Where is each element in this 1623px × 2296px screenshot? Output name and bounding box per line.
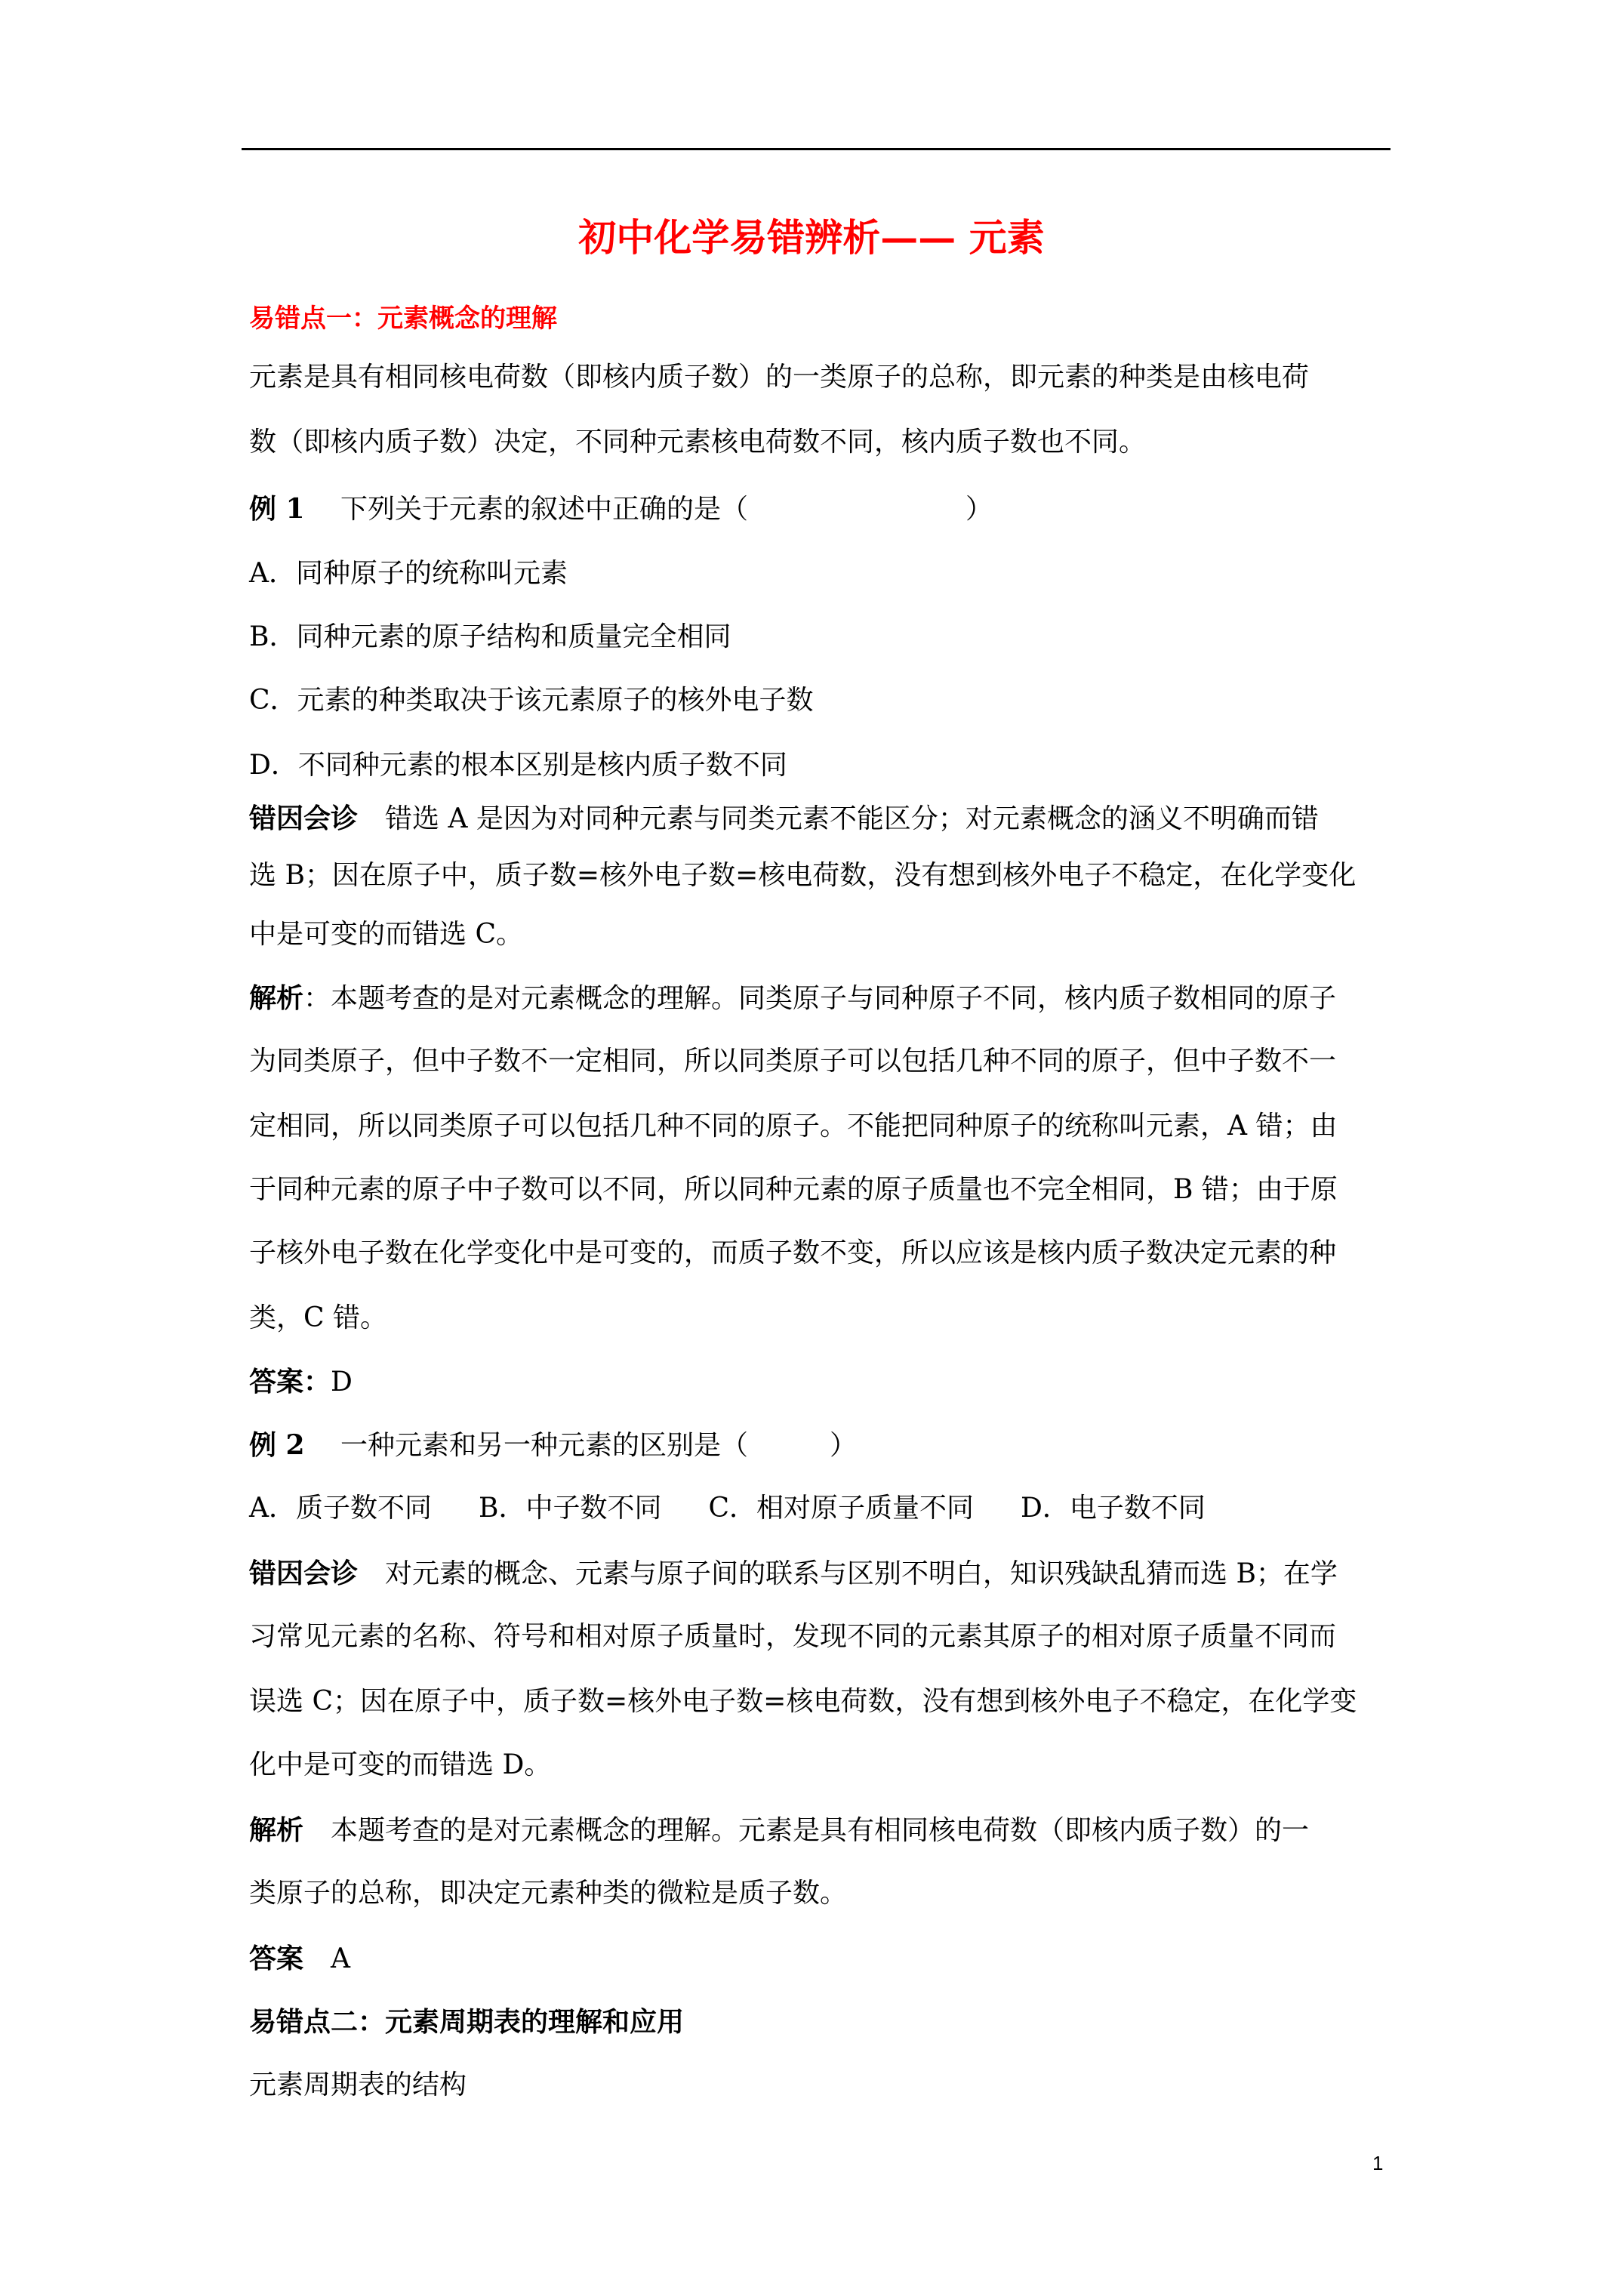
example2-options [249, 1489, 1206, 1528]
section1-heading: 易错点一：元素概念的理解 [249, 304, 557, 334]
example2-diagnosis-line: 误选 C；因在原子中，质子数=核外电子数=核电荷数，没有想到核外电子不稳定，在化学变 [249, 1686, 1357, 1717]
example1-option: A．同种原子的统称叫元素 [249, 558, 568, 589]
diagnosis-label: 错因会诊 [249, 803, 359, 834]
example1-option: C．元素的种类取决于该元素原子的核外电子数 [249, 685, 814, 716]
example1-label: 例 1 [249, 493, 305, 525]
example2-option: A．质子数不同 [249, 1493, 432, 1524]
diagnosis-label: 错因会诊 [249, 1558, 359, 1589]
example2-question-text: 一种元素和另一种元素的区别是（ ） [340, 1430, 858, 1461]
answer-value: A [331, 1943, 351, 1974]
example2-question [249, 1425, 857, 1465]
section1-intro-line: 元素是具有相同核电荷数（即核内质子数）的一类原子的总称，即元素的种类是由核电荷 [249, 362, 1310, 393]
analysis-label: 解析 [249, 982, 304, 1014]
example1-diagnosis-line: 中是可变的而错选 C。 [249, 919, 523, 950]
diagnosis-text: 错选 A 是因为对同种元素与同类元素不能区分；对元素概念的涵义不明确而错 [385, 803, 1319, 834]
example2-diagnosis-line: 习常见元素的名称、符号和相对原子质量时，发现不同的元素其原子的相对原子质量不同而 [249, 1621, 1337, 1652]
example1-option: B．同种元素的原子结构和质量完全相同 [249, 621, 731, 652]
example1-analysis-line: 子核外电子数在化学变化中是可变的，而质子数不变，所以应该是核内质子数决定元素的种 [249, 1237, 1337, 1268]
analysis-text: 本题考查的是对元素概念的理解。元素是具有相同核电荷数（即核内质子数）的一 [331, 1815, 1310, 1846]
example2-option: C．相对原子质量不同 [708, 1493, 975, 1524]
page-title: 初中化学易错辨析—— 元素 [578, 215, 1045, 260]
analysis-text: ：本题考查的是对元素概念的理解。同类原子与同种原子不同，核内质子数相同的原子 [303, 983, 1337, 1014]
example1-option: D．不同种元素的根本区别是核内质子数不同 [249, 750, 787, 781]
example1-analysis-line: 定相同，所以同类原子可以包括几种不同的原子。不能把同种原子的统称叫元素，A 错；由 [249, 1111, 1338, 1142]
example1-answer [249, 1362, 353, 1402]
section2-heading: 易错点二：元素周期表的理解和应用 [249, 2006, 685, 2038]
example2-diagnosis-line: 化中是可变的而错选 D。 [249, 1749, 552, 1780]
diagnosis-text: 对元素的概念、元素与原子间的联系与区别不明白，知识残缺乱猜而选 B；在学 [385, 1558, 1338, 1589]
example2-label: 例 2 [249, 1429, 305, 1461]
answer-label: 答案 [249, 1943, 304, 1974]
example1-analysis [249, 978, 1336, 1019]
page-number: 1 [1372, 2152, 1384, 2174]
section2-subheading: 元素周期表的结构 [249, 2069, 467, 2100]
answer-value: D [331, 1367, 353, 1398]
header-rule [242, 148, 1390, 150]
example1-question [249, 489, 993, 529]
example1-analysis-line: 于同种元素的原子中子数可以不同，所以同种元素的原子质量也不完全相同，B 错；由于原 [249, 1174, 1338, 1205]
example1-question-text: 下列关于元素的叙述中正确的是（ ） [340, 494, 993, 525]
section1-intro-line: 数（即核内质子数）决定，不同种元素核电荷数不同，核内质子数也不同。 [249, 427, 1147, 458]
example2-analysis-line: 类原子的总称，即决定元素种类的微粒是质子数。 [249, 1878, 848, 1909]
example2-option: D．电子数不同 [1021, 1493, 1206, 1524]
example1-diagnosis [249, 799, 1319, 839]
example2-option: B．中子数不同 [479, 1493, 662, 1524]
example1-diagnosis-line: 选 B；因在原子中，质子数=核外电子数=核电荷数，没有想到核外电子不稳定，在化学变化 [249, 860, 1357, 891]
example2-diagnosis [249, 1554, 1338, 1594]
analysis-label: 解析 [249, 1814, 304, 1846]
example2-analysis [249, 1811, 1309, 1851]
answer-label: 答案： [249, 1366, 331, 1398]
example1-analysis-line: 为同类原子，但中子数不一定相同，所以同类原子可以包括几种不同的原子，但中子数不一 [249, 1046, 1337, 1077]
example2-answer [249, 1939, 350, 1979]
example1-analysis-line: 类，C 错。 [249, 1302, 387, 1333]
